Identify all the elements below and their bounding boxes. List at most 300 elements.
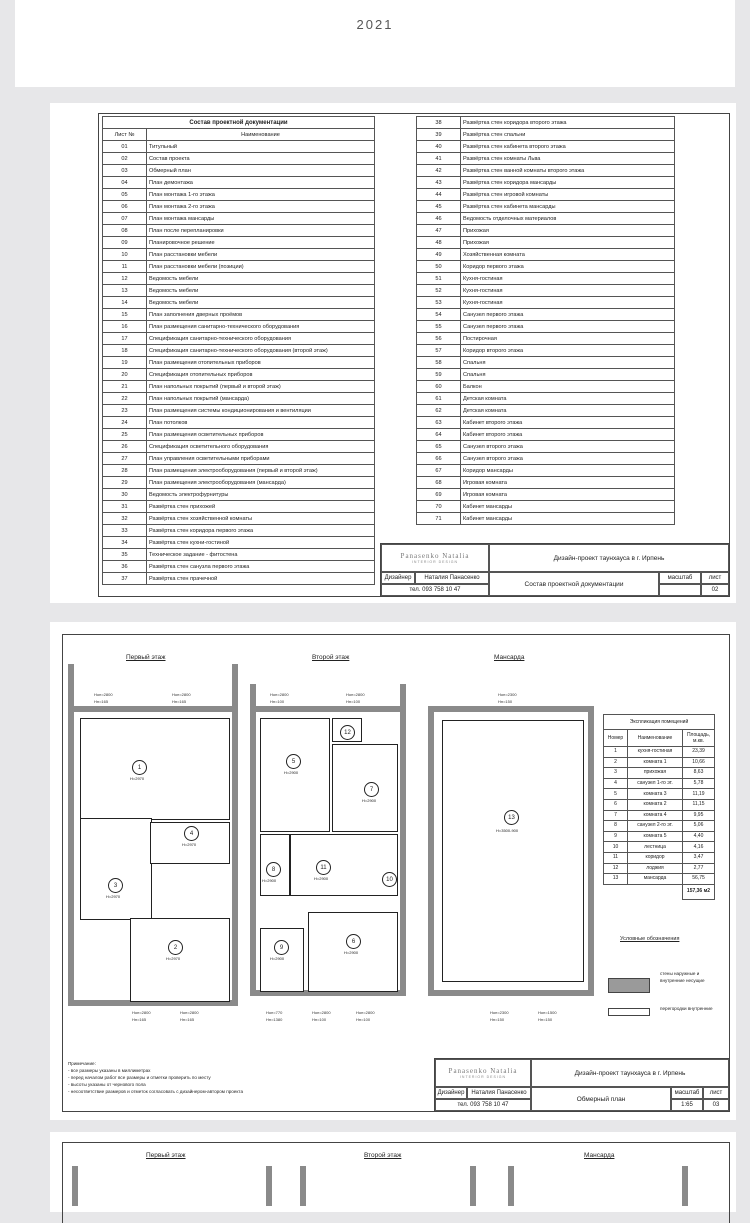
legend-outer-swatch bbox=[608, 978, 650, 993]
table-row bbox=[103, 525, 375, 537]
room-9-marker: 9 bbox=[274, 940, 289, 955]
explication-title: Экспликация помещений bbox=[604, 715, 715, 730]
table-row bbox=[417, 345, 675, 357]
table-cell: 19 bbox=[103, 357, 147, 369]
table-cell: 4,16 bbox=[683, 842, 715, 853]
table-cell: Детская комната bbox=[461, 405, 675, 417]
room-12-marker: 12 bbox=[340, 725, 355, 740]
table-cell: Развёртка стен кабинета второго этажа bbox=[461, 141, 675, 153]
table-row bbox=[417, 393, 675, 405]
designer-name: Наталия Панасенко bbox=[467, 1087, 531, 1099]
table-row bbox=[417, 177, 675, 189]
table-cell: 33 bbox=[103, 525, 147, 537]
room-7-marker: 7 bbox=[364, 782, 379, 797]
table-row bbox=[417, 369, 675, 381]
table-cell: лестница bbox=[628, 842, 683, 853]
legend-inner-text: перегородки внутренние bbox=[660, 1006, 713, 1011]
table-row bbox=[604, 821, 715, 832]
table-row bbox=[103, 345, 375, 357]
table-cell: Хозяйственная комната bbox=[461, 249, 675, 261]
table-cell: Ведомость мебели bbox=[147, 273, 375, 285]
table-cell: 5,78 bbox=[683, 778, 715, 789]
table-cell: Обмерный план bbox=[147, 165, 375, 177]
table-cell: 66 bbox=[417, 453, 461, 465]
table-cell: Детская комната bbox=[461, 393, 675, 405]
table-cell: комната 2 bbox=[628, 799, 683, 810]
table-cell: 8 bbox=[604, 821, 628, 832]
table-cell: 14 bbox=[103, 297, 147, 309]
room-6-marker: 6 bbox=[346, 934, 361, 949]
table-row bbox=[604, 747, 715, 758]
table-cell: Спецификация санитарно-технического оборудования bbox=[147, 333, 375, 345]
table-cell: 44 bbox=[417, 189, 461, 201]
table-cell: 23,39 bbox=[683, 747, 715, 758]
table-row bbox=[604, 863, 715, 874]
room-2-marker: 2 bbox=[168, 940, 183, 955]
table-row bbox=[103, 561, 375, 573]
table-cell: 08 bbox=[103, 225, 147, 237]
table-cell: 36 bbox=[103, 561, 147, 573]
table-cell: 31 bbox=[103, 501, 147, 513]
table-cell: Ведомость мебели bbox=[147, 297, 375, 309]
f1-bot-dim-b: Нн=165 bbox=[132, 1017, 147, 1022]
table-cell: комната 4 bbox=[628, 810, 683, 821]
table-cell: 51 bbox=[417, 273, 461, 285]
table-cell: 68 bbox=[417, 477, 461, 489]
table-row bbox=[103, 393, 375, 405]
table-cell: 50 bbox=[417, 261, 461, 273]
table-row bbox=[103, 285, 375, 297]
table-cell: 11,15 bbox=[683, 799, 715, 810]
table-cell: 17 bbox=[103, 333, 147, 345]
table-cell: 11 bbox=[103, 261, 147, 273]
table-cell: План расстановки мебели bbox=[147, 249, 375, 261]
table-row bbox=[417, 129, 675, 141]
table-row bbox=[103, 189, 375, 201]
table-cell: 54 bbox=[417, 309, 461, 321]
table-cell: комната 1 bbox=[628, 757, 683, 768]
table-cell: 10 bbox=[604, 842, 628, 853]
table-cell: План напольных покрытий (первый и второй этаж) bbox=[147, 381, 375, 393]
floor1-label: Первый этаж bbox=[126, 654, 166, 661]
table-row bbox=[417, 201, 675, 213]
title-block bbox=[434, 1058, 730, 1112]
table-cell: 59 bbox=[417, 369, 461, 381]
f2-bot-dim-e: Нон=2800 bbox=[356, 1010, 375, 1015]
table-cell: Спецификация санитарно-технического оборудования (второй этаж) bbox=[147, 345, 375, 357]
room-6-height: H=2900 bbox=[344, 950, 359, 955]
table-cell: План демонтажа bbox=[147, 177, 375, 189]
table-cell: 4,40 bbox=[683, 831, 715, 842]
table-cell: Санузел первого этажа bbox=[461, 309, 675, 321]
f1-top-dim-d: Нн=165 bbox=[172, 699, 187, 704]
table-cell: Развёртка стен кухни-гостиной bbox=[147, 537, 375, 549]
table-cell: Постирочная bbox=[461, 333, 675, 345]
title-sheet-bottom bbox=[15, 0, 735, 87]
table-cell: 13 bbox=[103, 285, 147, 297]
table-row bbox=[417, 225, 675, 237]
attic-top-dim-b: Нн=150 bbox=[498, 699, 513, 704]
table-cell: кухня-гостиная bbox=[628, 747, 683, 758]
attic-bot-dim-a: Нон=2300 bbox=[490, 1010, 509, 1015]
note-line: - несоответствие размеров и отметок согласовать с дизайнером-автором проекта bbox=[68, 1089, 244, 1094]
col-name: Наименование bbox=[147, 129, 375, 141]
table-cell: Игровая комната bbox=[461, 477, 675, 489]
table-cell: Ведомость отделочных материалов bbox=[461, 213, 675, 225]
scale-label: масштаб bbox=[659, 572, 701, 584]
table-cell: 1 bbox=[604, 747, 628, 758]
table-row bbox=[417, 381, 675, 393]
f2-top-dim-c: Нон=2800 bbox=[346, 692, 365, 697]
table-cell: Коридор первого этажа bbox=[461, 261, 675, 273]
table-row bbox=[103, 513, 375, 525]
table-cell: 01 bbox=[103, 141, 147, 153]
explication-total-row bbox=[604, 884, 715, 899]
table-cell: Развёртка стен коридора второго этажа bbox=[461, 117, 675, 129]
table-row bbox=[417, 333, 675, 345]
table-row bbox=[103, 489, 375, 501]
table-row bbox=[103, 405, 375, 417]
table-cell: Коридор второго этажа bbox=[461, 345, 675, 357]
note-line: - высоты указаны от чернового пола bbox=[68, 1082, 146, 1087]
table-row bbox=[417, 165, 675, 177]
table-row bbox=[604, 799, 715, 810]
table-row bbox=[417, 297, 675, 309]
table-cell: 27 bbox=[103, 453, 147, 465]
table-row bbox=[417, 513, 675, 525]
table-row bbox=[417, 213, 675, 225]
table-cell: 5 bbox=[604, 789, 628, 800]
attic-label: Мансарда bbox=[494, 654, 525, 661]
table-cell: 03 bbox=[103, 165, 147, 177]
table-cell: 56,75 bbox=[683, 874, 715, 885]
table-cell: 42 bbox=[417, 165, 461, 177]
table-row bbox=[103, 273, 375, 285]
table-cell: Прихожая bbox=[461, 225, 675, 237]
table-row bbox=[103, 177, 375, 189]
table-cell: План управления осветительными приборами bbox=[147, 453, 375, 465]
table-cell: План монтажа 2-го этажа bbox=[147, 201, 375, 213]
table-cell: Титульный bbox=[147, 141, 375, 153]
f2-top-dim-a: Нон=2800 bbox=[270, 692, 289, 697]
table-cell: 70 bbox=[417, 501, 461, 513]
table-cell: 28 bbox=[103, 465, 147, 477]
designer-logo bbox=[435, 1059, 531, 1087]
table-cell: 37 bbox=[103, 573, 147, 585]
attic-bot-dim-b: Нн=150 bbox=[490, 1017, 505, 1022]
table-row bbox=[417, 405, 675, 417]
table-row bbox=[604, 789, 715, 800]
logo-text: Panasenko Natalia bbox=[400, 552, 470, 560]
table-row bbox=[417, 489, 675, 501]
table-cell: 65 bbox=[417, 441, 461, 453]
note-line: - все размеры указаны в миллиметрах bbox=[68, 1068, 151, 1073]
table-row bbox=[103, 429, 375, 441]
sheet-measurement-plan bbox=[50, 622, 736, 1120]
room-9-height: H=2900 bbox=[270, 956, 285, 961]
table-cell: 48 bbox=[417, 237, 461, 249]
table-cell: 38 bbox=[417, 117, 461, 129]
table-row bbox=[103, 249, 375, 261]
table-row bbox=[103, 225, 375, 237]
table-cell: 63 bbox=[417, 417, 461, 429]
table-cell: 11 bbox=[604, 852, 628, 863]
table-cell: План размещения электрооборудования (мансарда) bbox=[147, 477, 375, 489]
floor2-label: Второй этаж bbox=[312, 654, 350, 661]
table-cell: 43 bbox=[417, 177, 461, 189]
explication-col-area: Площадь, м.кв. bbox=[683, 730, 715, 747]
table-row bbox=[103, 213, 375, 225]
room-1-marker: 1 bbox=[132, 760, 147, 775]
sheet-next-preview bbox=[50, 1132, 736, 1212]
table-cell: Развёртка стен прачечной bbox=[147, 573, 375, 585]
project-name: Дизайн-проект таунхауса в г. Ирпень bbox=[531, 1059, 729, 1087]
table-cell: Кухня-гостиная bbox=[461, 297, 675, 309]
table-row bbox=[417, 501, 675, 513]
table-cell: 41 bbox=[417, 153, 461, 165]
table-cell: 25 bbox=[103, 429, 147, 441]
sheet-number: 03 bbox=[703, 1099, 729, 1111]
table-cell: Кабинет мансарды bbox=[461, 513, 675, 525]
table-cell: Развёртка стен коридора первого этажа bbox=[147, 525, 375, 537]
table-cell: 8,63 bbox=[683, 768, 715, 779]
notes bbox=[68, 1060, 243, 1095]
table-row bbox=[103, 297, 375, 309]
table-row bbox=[604, 852, 715, 863]
table-cell: Развёртка стен санузла первого этажа bbox=[147, 561, 375, 573]
table-row bbox=[417, 273, 675, 285]
table-cell: 4 bbox=[604, 778, 628, 789]
room-2-height: H=2970 bbox=[166, 956, 181, 961]
table-row bbox=[103, 237, 375, 249]
table-row bbox=[417, 309, 675, 321]
table-cell: 3,47 bbox=[683, 852, 715, 863]
explication-total: 157,36 м2 bbox=[683, 884, 715, 899]
table-cell: Кабинет мансарды bbox=[461, 501, 675, 513]
room-11-marker: 11 bbox=[316, 860, 331, 875]
table-cell: 47 bbox=[417, 225, 461, 237]
table-cell: 6 bbox=[604, 799, 628, 810]
table-cell: 05 bbox=[103, 189, 147, 201]
legend-outer-text: стены наружные и внутренние несущие bbox=[660, 971, 705, 983]
table-row bbox=[417, 153, 675, 165]
table-row bbox=[417, 357, 675, 369]
table-cell: 11,19 bbox=[683, 789, 715, 800]
table-cell: Спальня bbox=[461, 357, 675, 369]
table-cell: лоджия bbox=[628, 863, 683, 874]
table-cell: 46 bbox=[417, 213, 461, 225]
table-cell: 45 bbox=[417, 201, 461, 213]
table-row bbox=[417, 237, 675, 249]
table-cell: Кабинет второго этажа bbox=[461, 429, 675, 441]
table-cell: 55 bbox=[417, 321, 461, 333]
preview-floor1-label: Первый этаж bbox=[146, 1152, 186, 1159]
attic-bot-dim-c: Нон=1500 bbox=[538, 1010, 557, 1015]
room-1-height: H=2970 bbox=[130, 776, 145, 781]
table-row bbox=[417, 261, 675, 273]
role-label: Дизайнер bbox=[381, 572, 415, 584]
table-cell: Развёртка стен спальни bbox=[461, 129, 675, 141]
year-label: 2021 bbox=[356, 17, 394, 32]
table-cell: Развёртка стен ванной комнаты второго этажа bbox=[461, 165, 675, 177]
table-row bbox=[417, 417, 675, 429]
table-cell: 02 bbox=[103, 153, 147, 165]
table-cell: 12 bbox=[103, 273, 147, 285]
table-cell: 9,95 bbox=[683, 810, 715, 821]
designer-name: Наталия Панасенко bbox=[415, 572, 489, 584]
f2-bot-dim-d: Нн=100 bbox=[312, 1017, 327, 1022]
table-row bbox=[103, 369, 375, 381]
table-row bbox=[417, 441, 675, 453]
table-cell: Развёртка стен кабинета мансарды bbox=[461, 201, 675, 213]
table-row bbox=[103, 261, 375, 273]
table-row bbox=[103, 549, 375, 561]
table-cell: Развёртка стен прихожей bbox=[147, 501, 375, 513]
table-cell: 35 bbox=[103, 549, 147, 561]
table-row bbox=[103, 201, 375, 213]
title-block bbox=[380, 543, 730, 597]
room-3-marker: 3 bbox=[108, 878, 123, 893]
table-cell: 2,77 bbox=[683, 863, 715, 874]
table-cell: мансарда bbox=[628, 874, 683, 885]
table-row bbox=[604, 778, 715, 789]
table-cell: Прихожая bbox=[461, 237, 675, 249]
designer-logo bbox=[381, 544, 489, 572]
table-row bbox=[103, 477, 375, 489]
role-label: Дизайнер bbox=[435, 1087, 467, 1099]
table-cell: 61 bbox=[417, 393, 461, 405]
table-cell: 32 bbox=[103, 513, 147, 525]
table-cell: 52 bbox=[417, 285, 461, 297]
table-cell: План монтажа мансарды bbox=[147, 213, 375, 225]
table-cell: План напольных покрытий (мансарда) bbox=[147, 393, 375, 405]
legend-title: Условные обозначения bbox=[620, 936, 680, 942]
table-cell: 13 bbox=[604, 874, 628, 885]
table-cell: Ведомость мебели bbox=[147, 285, 375, 297]
table-cell: Спальня bbox=[461, 369, 675, 381]
table-row bbox=[417, 189, 675, 201]
explication-col-name: Наименование bbox=[628, 730, 683, 747]
scale-value bbox=[659, 584, 701, 596]
table-cell: Игровая комната bbox=[461, 489, 675, 501]
sheet-label: лист bbox=[701, 572, 729, 584]
table-row bbox=[103, 309, 375, 321]
logo-text: Panasenko Natalia bbox=[448, 1067, 518, 1075]
table-cell: 09 bbox=[103, 237, 147, 249]
f2-bot-dim-c: Нон=2800 bbox=[312, 1010, 331, 1015]
table-cell: 56 bbox=[417, 333, 461, 345]
table-row bbox=[103, 381, 375, 393]
table-cell: санузел 2-го эт. bbox=[628, 821, 683, 832]
table-cell: Спецификация осветительного оборудования bbox=[147, 441, 375, 453]
table-cell: План размещения электрооборудования (первый и второй этаж) bbox=[147, 465, 375, 477]
table-cell: Развёртка стен комнаты Льва bbox=[461, 153, 675, 165]
table-cell: 2 bbox=[604, 757, 628, 768]
room-5-height: H=2900 bbox=[284, 770, 299, 775]
room-8-height: H=2900 bbox=[262, 878, 277, 883]
table-cell: План размещения осветительных приборов bbox=[147, 429, 375, 441]
table-cell: Санузел второго этажа bbox=[461, 441, 675, 453]
table-row bbox=[417, 141, 675, 153]
f2-bot-dim-a: Нон=770 bbox=[266, 1010, 283, 1015]
table-row bbox=[417, 117, 675, 129]
table-row bbox=[103, 573, 375, 585]
f1-bot-dim-a: Нон=2800 bbox=[132, 1010, 151, 1015]
scale-label: масштаб bbox=[671, 1087, 703, 1099]
logo-subtitle: INTERIOR DESIGN bbox=[459, 1075, 507, 1079]
table-row bbox=[103, 501, 375, 513]
sheet-document-list bbox=[50, 103, 736, 603]
table-cell: 21 bbox=[103, 381, 147, 393]
f2-bot-dim-f: Нн=100 bbox=[356, 1017, 371, 1022]
f1-top-dim-a: Hон=2800 bbox=[94, 692, 113, 697]
table-row bbox=[417, 453, 675, 465]
logo-subtitle: INTERIOR DESIGN bbox=[411, 560, 459, 564]
room-8-marker: 8 bbox=[266, 862, 281, 877]
table-cell: 69 bbox=[417, 489, 461, 501]
table-cell: коридор bbox=[628, 852, 683, 863]
f1-bot-dim-d: Нн=165 bbox=[180, 1017, 195, 1022]
document-table-title: Состав проектной документации bbox=[103, 117, 375, 129]
table-cell: комната 3 bbox=[628, 789, 683, 800]
table-cell: санузел 1-го эт. bbox=[628, 778, 683, 789]
room-13-marker: 13 bbox=[504, 810, 519, 825]
room-13-height: H=3500-900 bbox=[496, 828, 519, 833]
table-row bbox=[103, 141, 375, 153]
table-cell: Кухня-гостиная bbox=[461, 273, 675, 285]
table-row bbox=[103, 417, 375, 429]
table-cell: 9 bbox=[604, 831, 628, 842]
table-cell: 10,66 bbox=[683, 757, 715, 768]
scale-value: 1:65 bbox=[671, 1099, 703, 1111]
phone: тел. 093 758 10 47 bbox=[381, 584, 489, 596]
room-10-marker: 10 bbox=[382, 872, 397, 887]
table-cell: План монтажа 1-го этажа bbox=[147, 189, 375, 201]
table-row bbox=[103, 465, 375, 477]
table-cell: 60 bbox=[417, 381, 461, 393]
table-cell: 22 bbox=[103, 393, 147, 405]
table-row bbox=[604, 874, 715, 885]
table-row bbox=[103, 357, 375, 369]
table-cell: Развёртка стен игровой комнаты bbox=[461, 189, 675, 201]
room-3-height: H=2970 bbox=[106, 894, 121, 899]
table-row bbox=[103, 153, 375, 165]
table-row bbox=[103, 441, 375, 453]
table-cell: Ведомость электрофурнитуры bbox=[147, 489, 375, 501]
table-cell: 04 bbox=[103, 177, 147, 189]
table-cell: Санузел первого этажа bbox=[461, 321, 675, 333]
room-5-marker: 5 bbox=[286, 754, 301, 769]
sheet-title: Состав проектной документации bbox=[489, 572, 659, 596]
table-row bbox=[417, 285, 675, 297]
table-cell: 49 bbox=[417, 249, 461, 261]
table-row bbox=[604, 757, 715, 768]
table-cell: Техническое задание - фитостена bbox=[147, 549, 375, 561]
table-cell: 34 bbox=[103, 537, 147, 549]
sheet-label: лист bbox=[703, 1087, 729, 1099]
col-sheet-no: Лист № bbox=[103, 129, 147, 141]
f1-top-dim-c: Нон=2800 bbox=[172, 692, 191, 697]
room-7-height: H=2900 bbox=[362, 798, 377, 803]
table-cell: План расстановки мебели (позиции) bbox=[147, 261, 375, 273]
table-cell: План потолков bbox=[147, 417, 375, 429]
table-cell: 58 bbox=[417, 357, 461, 369]
table-cell: 71 bbox=[417, 513, 461, 525]
table-cell: Коридор мансарды bbox=[461, 465, 675, 477]
table-cell: Развёртка стен коридора мансарды bbox=[461, 177, 675, 189]
table-cell bbox=[604, 884, 683, 899]
table-cell: Спецификация отопительных приборов bbox=[147, 369, 375, 381]
